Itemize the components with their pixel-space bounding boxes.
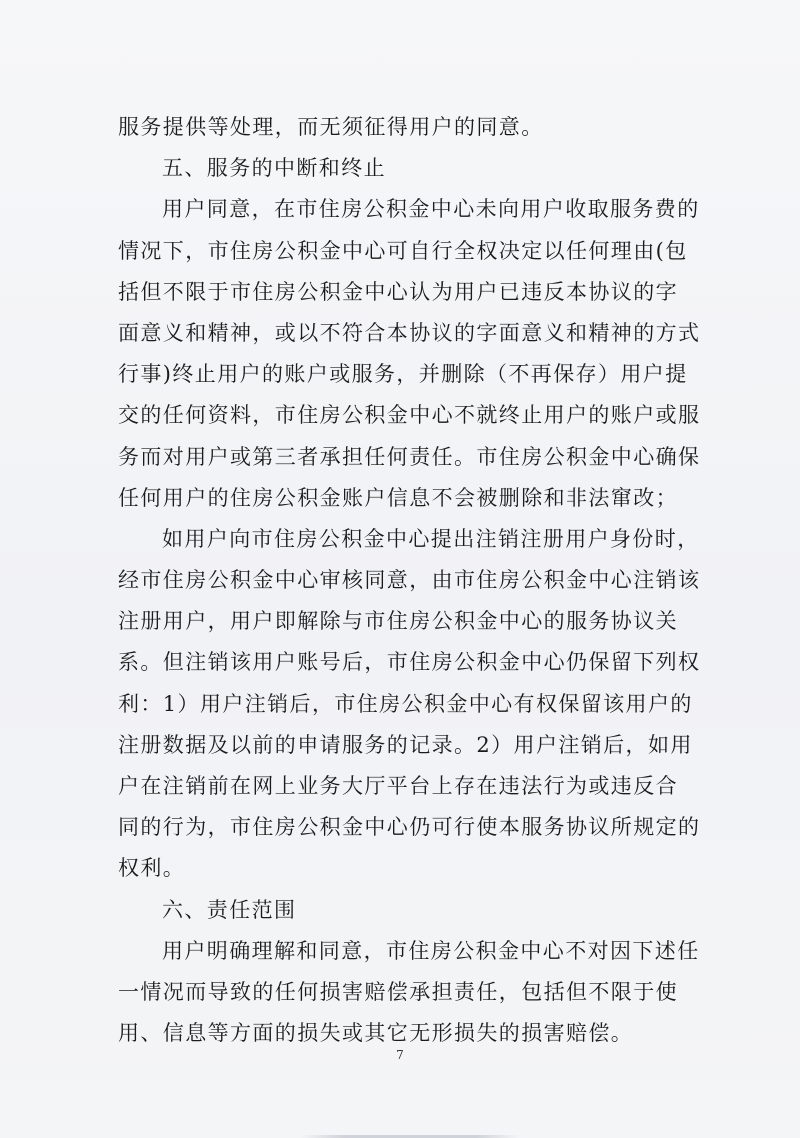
text-line: 任何用户的住房公积金账户信息不会被删除和非法窜改； [118, 485, 678, 510]
text-line: 一情况而导致的任何损害赔偿承担责任，包括但不限于使 [118, 979, 678, 1004]
text-line: 用户同意，在市住房公积金中心未向用户收取服务费的 [162, 197, 700, 222]
text-line: 服务提供等处理，而无须征得用户的同意。 [118, 115, 544, 139]
text-line: 利：1）用户注销后，市住房公积金中心有权保留该用户的 [118, 691, 693, 716]
text-line: 注册用户，用户即解除与市住房公积金中心的服务协议关 [118, 609, 678, 634]
text-line: 权利。 [118, 856, 186, 881]
text-line: 用户明确理解和同意，市住房公积金中心不对因下述任 [162, 938, 700, 963]
text-line: 面意义和精神，或以不符合本协议的字面意义和精神的方式 [118, 320, 701, 345]
text-line: 经市住房公积金中心审核同意，由市住房公积金中心注销该 [118, 568, 701, 593]
section-heading-5: 五、服务的中断和终止 [162, 156, 386, 181]
page-number: 7 [396, 1048, 404, 1062]
text-line: 情况下，市住房公积金中心可自行全权决定以任何理由(包 [118, 238, 688, 263]
document-body [118, 107, 701, 1054]
text-line: 交的任何资料，市住房公积金中心不就终止用户的账户或服 [118, 403, 701, 428]
text-line: 行事)终止用户的账户或服务，并删除（不再保存）用户提 [118, 362, 688, 387]
text-line: 系。但注销该用户账号后，市住房公积金中心仍保留下列权 [118, 650, 701, 675]
text-line: 如用户向市住房公积金中心提出注销注册用户身份时， [162, 526, 700, 551]
text-line: 务而对用户或第三者承担任何责任。市住房公积金中心确保 [118, 444, 701, 469]
text-line: 括但不限于市住房公积金中心认为用户已违反本协议的字 [118, 279, 678, 304]
text-line: 注册数据及以前的申请服务的记录。2）用户注销后，如用 [118, 732, 693, 757]
text-line: 同的行为，市住房公积金中心仍可行使本服务协议所规定的 [118, 815, 701, 840]
text-line: 用、信息等方面的损失或其它无形损失的损害赔偿。 [118, 1021, 634, 1046]
text-line: 户在注销前在网上业务大厅平台上存在违法行为或违反合 [118, 774, 678, 798]
section-heading-6: 六、责任范围 [162, 897, 297, 922]
